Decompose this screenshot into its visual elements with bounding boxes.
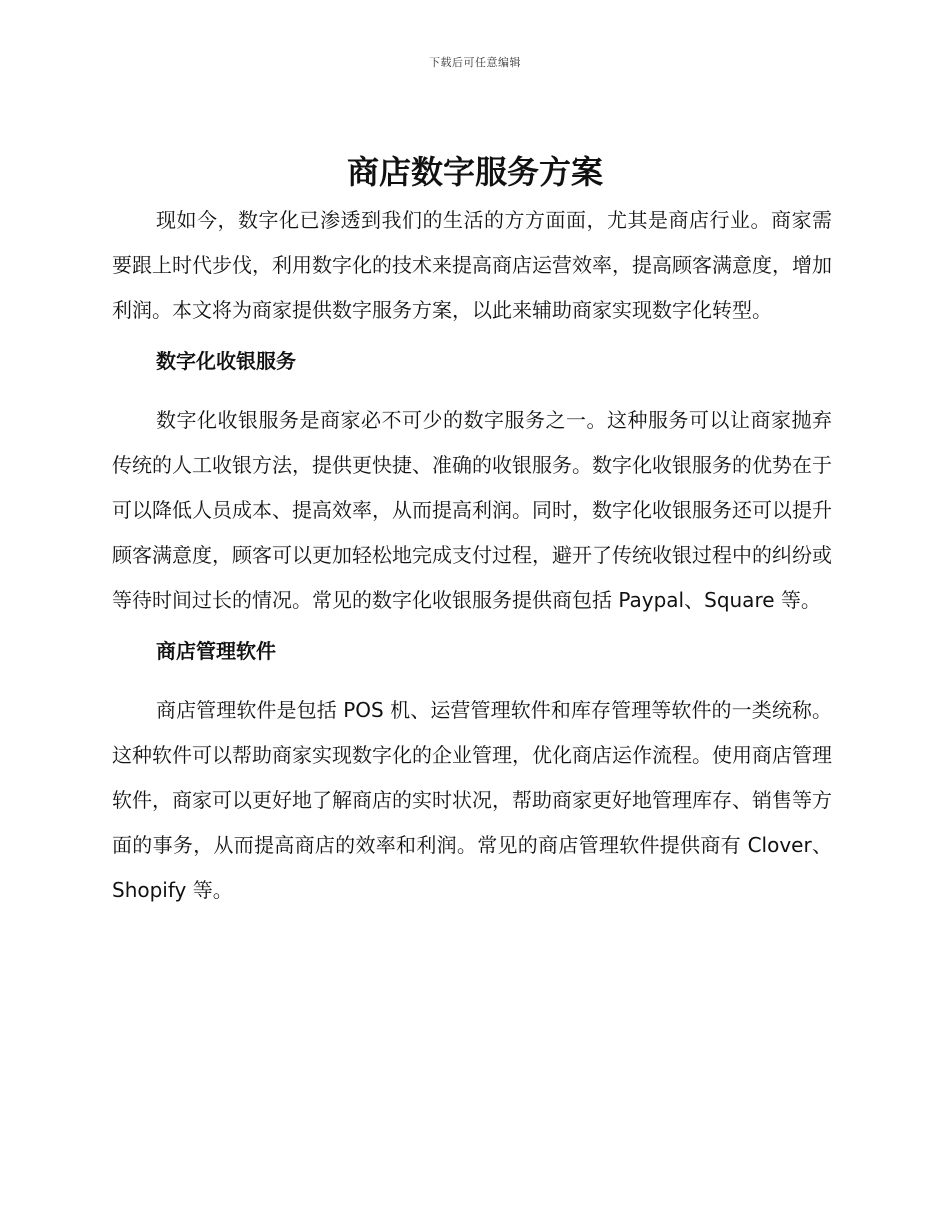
document-body (112, 198, 832, 913)
intro-paragraph: 现如今，数字化已渗透到我们的生活的方方面面，尤其是商店行业。商家需要跟上时代步伐，利用数字化的技术来提高商店运营效率，提高顾客满意度，增加利润。本文将为商家提供数字服务方案，以此来辅助商家实现数字化转型。 (112, 208, 832, 322)
section-body-management: 商店管理软件是包括 POS 机、运营管理软件和库存管理等软件的一类统称。这种软件可以帮助商家实现数字化的企业管理，优化商店运作流程。使用商店管理软件，商家可以更好地了解商店的实时状况，帮助商家更好地管理库存、销售等方面的事务，从而提高商店的效率和利润。常见的商店管理软件提供商有 Clover、Shopify 等。 (112, 698, 832, 902)
header-note: 下载后可任意编辑 (429, 56, 521, 69)
section-heading-management: 商店管理软件 (156, 639, 276, 663)
section-body-cashier: 数字化收银服务是商家必不可少的数字服务之一。这种服务可以让商家抛弃传统的人工收银方法，提供更快捷、准确的收银服务。数字化收银服务的优势在于可以降低人员成本、提高效率，从而提高利润。同时，数字化收银服务还可以提升顾客满意度，顾客可以更加轻松地完成支付过程，避开了传统收银过程中的纠纷或等待时间过长的情况。常见的数字化收银服务提供商包括 Paypal、Square 等。 (112, 408, 832, 612)
section-heading-cashier: 数字化收银服务 (156, 349, 296, 373)
document-title: 商店数字服务方案 (346, 153, 603, 191)
